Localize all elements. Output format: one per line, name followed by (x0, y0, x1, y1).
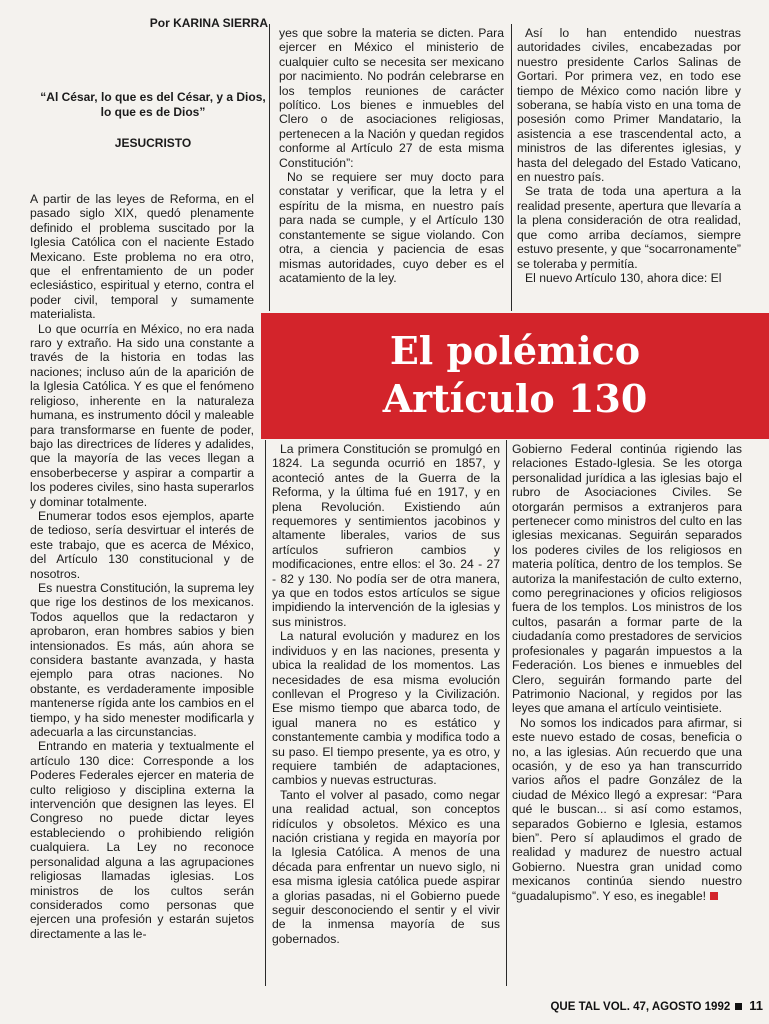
paragraph: Es nuestra Constitución, la suprema ley que rige los destinos de los mexicanos. Todos aquellos que la redactaron y aprobaron, eran hombres sabios y bien intensionados. Es más, aún ahora se considera bastante avanzada, y hasta ejemplo para otras naciones. No obstante, es verdaderamente imposible mantenerse rígida ante los cambios en el tiempo, y ha sido menester modificarla y adecuarla a las circunstancias. (30, 580, 254, 740)
paragraph: A partir de las leyes de Reforma, en el pasado siglo XIX, quedó plenamente definido el problema suscitado por la Iglesia Católica con el naciente Estado Mexicano. Este problema no era otro, que el enfrentamiento de un poder eclesiástico, espiritual y eterno, contra el poder civil, temporal y sumamente materialista. (30, 192, 254, 322)
column-rule (506, 440, 507, 986)
paragraph-text: No somos los indicados para afirmar, si este nuevo estado de cosas, beneficia o no, a las iglesias. Aún recuerdo que una ocasión, y de eso ya han transcurrido varios años el padre González de la ciudad de México llegó a expresar: “Para qué le buscan... si así como estamos, separados Gobierno e Iglesia, estamos bien”. Pero sí aplaudimos el grado de realidad y madurez de nuestro actual Gobierno. Nuestra gran unidad como mexicanos continúa siendo nuestro “guadalupismo”. Y eso, es inegable! (512, 715, 742, 903)
page-footer (550, 998, 763, 1013)
paragraph: Gobierno Federal continúa rigiendo las relaciones Estado-Iglesia. Se les otorga personalidad jurídica a las iglesias bajo el rubro de Asociaciones Civiles. Se otorgarán permisos a extranjeros para pertenecer como ministros del culto en las iglesias mexicanas. Seguirán separados los poderes civiles de los religiosos en materia política, dentro de los templos. Se autoriza la manifestación de culto externo, como peregrinaciones y oficios religiosos fuera de los templos. Los ministros de los cultos, pasarán a formar parte de la ciudadanía como prestadores de servicios profesionales y pagarán impuestos a la Federación. Los bienes e inmuebles del Clero, seguirán formando parte del Patrimonio Nacional, y regidos por las leyes que amana el artículo veintisiete. (512, 442, 742, 716)
footer-magazine-info: QUE TAL VOL. 47, AGOSTO 1992 (550, 1001, 731, 1013)
article-column-1 (30, 192, 254, 982)
paragraph (512, 716, 742, 903)
paragraph: Así lo han entendido nuestras autoridades civiles, encabezadas por nuestro presidente Carlos Salinas de Gortari. Por primera vez, en todo ese tiempo de México como nación libre y soberana, se había visto en una toma de posesión como Primer Mandatario, la asistencia a ese trascendental acto, a ministros de las diferentes iglesias, y hasta del delegado del Estado Vaticano, en nuestro país. (517, 26, 741, 185)
paragraph: Se trata de toda una apertura a la realidad presente, apertura que llevaría a la plena consideración de otra realidad, que como arriba decíamos, siempre estuvo presente, y que “socarronamente” se toleraba y permitía. (517, 184, 741, 271)
paragraph: El nuevo Artículo 130, ahora dice: El (525, 270, 722, 285)
paragraph: Lo que ocurría en México, no era nada raro y extraño. Ha sido una constante a través de la historia en todas las naciones; incluso aún de la aparición de la Iglesia Católica. Y es que el fenómeno religioso, inherente en la naturaleza humana, es instrumento dócil y maleable para transformarse en fuente de poder, bajo las directrices de líderes y adalides, que la mayoría de las veces llegan a ensoberbecerse y aspirar a compartir a los poderes civiles, sino hasta superarlos y dominar totalmente. (30, 321, 254, 509)
headline-line-1: El polémico (389, 328, 641, 373)
paragraph: Entrando en materia y textualmente el artículo 130 dice: Corresponde a los Poderes Federales ejercer en materia de culto religioso y disciplina externa la intervención que designen las leyes. El Congreso no puede dictar leyes estableciendo o prohibiendo religión cualquiera. La Ley no reconoce personalidad alguna a las agrupaciones religiosas llamadas iglesias. Los ministros de los cultos serán considerados como personas que ejercen una profesión y estarán sujetos directamente a las le- (30, 739, 254, 941)
article-column-2-bottom (272, 442, 500, 982)
epigraph-quote: “Al César, lo que es del César, y a Dios, lo que es de Dios” (40, 90, 266, 119)
article-column-3-bottom (512, 442, 742, 987)
paragraph: Tanto el volver al pasado, como negar una realidad actual, son conceptos ridículos y obsoletos. México es una nación cristiana y regida en mayoría por la Iglesia Católica. A menos de una década para enfrentar un nuevo siglo, ni esa misma iglesia católica puede aspirar a glorias pasadas, ni el Gobierno puede seguir desconociendo el sentir y el vivir de la inmensa mayoría de sus gobernados. (272, 787, 500, 946)
epigraph-author: JESUCRISTO (114, 136, 192, 150)
footer-separator-square (735, 1003, 742, 1010)
page-number: 11 (749, 998, 763, 1013)
paragraph: yes que sobre la materia se dicten. Para ejercer en México el ministerio de cualquier culto se necesita ser mexicano por nacimiento. No podrán celebrarse en los templos reuniones de carácter político. Los bienes e inmuebles del Clero o de asociaciones religiosas, pertenecen a la Nación y quedan regidos conforme al Artículo 27 de esta misma Constitución”: (279, 26, 504, 170)
article-column-3-top (517, 26, 741, 313)
paragraph: Enumerar todos esos ejemplos, aparte de tedioso, sería desvirtuar el interés de este trabajo, que es acerca de México, del Artículo 130 constitucional y de nosotros. (30, 508, 254, 581)
paragraph: La natural evolución y madurez en los individuos y en las naciones, presenta y ubica la realidad de los momentos. Las necesidades de esa misma evolución conllevan el Progreso y la Civilización. Ese mismo tiempo que abarca todo, de igual manera no es estático y constantemente cambia y modifica todo a su paso. El tiempo presente, ya es otro, y requiere también de adaptaciones, cambios y nuevas estructuras. (272, 629, 500, 788)
column-rule (511, 24, 512, 311)
column-rule (265, 440, 266, 986)
column-rule (269, 24, 270, 311)
byline: Por KARINA SIERRA (149, 16, 268, 30)
headline-banner (261, 313, 769, 439)
article-column-2-top (279, 26, 504, 306)
paragraph: No se requiere ser muy docto para constatar y verificar, que la letra y el espíritu de la misma, en nuestro país para nada se cumple, y el Artículo 130 constantemente se sigue violando. Con otra, a ciencia y paciencia de esas mismas autoridades, cuyo deber es el acatamiento de la ley. (279, 170, 504, 285)
paragraph: La primera Constitución se promulgó en 1824. La segunda ocurrió en 1857, y aconteció antes de la Guerra de la Reforma, y la última fué en 1917, y en plena Revolución. Existiendo aún requemores y sentimientos jacobinos y altamente liberales, varios de sus artículos sufrieron cambios y modificaciones, entre ellos: el 3o. 24 - 27 - 82 y 130. No podía ser de otra manera, ya que en todos estos artículos se sigue impidiendo la intervención de la iglesias y sus ministros. (272, 442, 500, 629)
end-of-article-mark (710, 892, 718, 900)
headline-line-2: Artículo 130 (382, 376, 648, 421)
